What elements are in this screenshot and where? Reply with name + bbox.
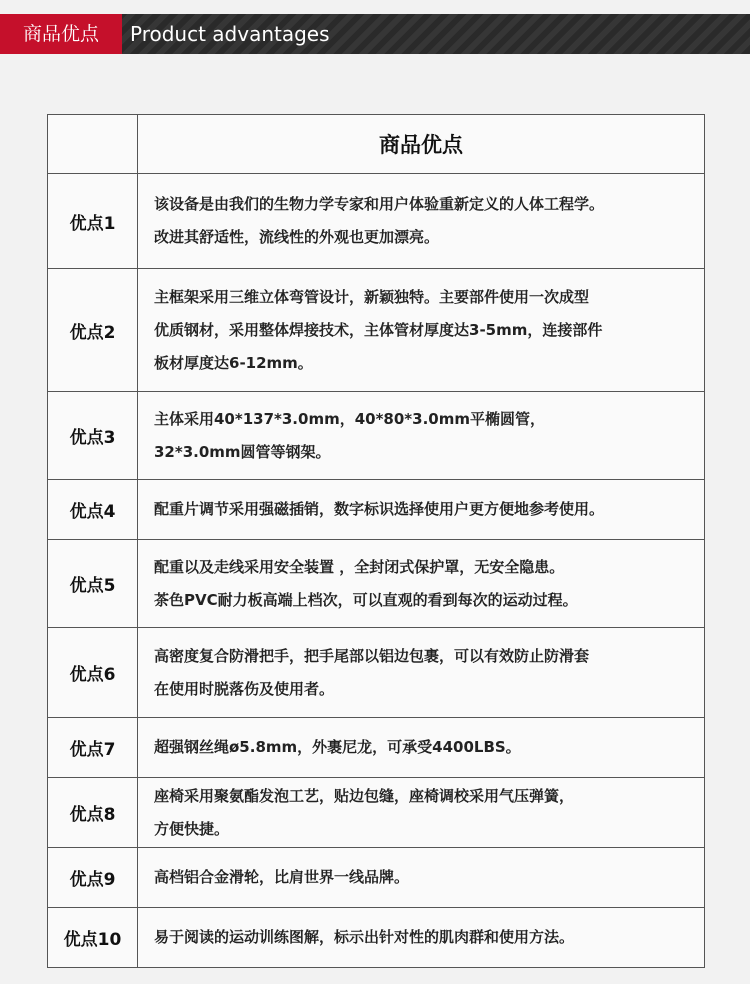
advantage-text <box>138 540 705 628</box>
table-row <box>48 540 705 628</box>
advantage-label: 优点6 <box>48 628 138 718</box>
advantage-text <box>138 480 705 540</box>
advantage-text-line: 改进其舒适性，流线性的外观也更加漂亮。 <box>154 228 440 246</box>
banner-title-en: Product advantages <box>130 22 330 46</box>
advantage-label: 优点1 <box>48 174 138 269</box>
table-title: 商品优点 <box>138 115 705 174</box>
table-row <box>48 718 705 778</box>
advantage-text-line: 32*3.0mm圆管等钢架。 <box>154 442 331 461</box>
table-row <box>48 848 705 908</box>
advantage-text-line: 超强钢丝绳ø5.8mm，外裹尼龙，可承受4400LBS。 <box>154 738 521 756</box>
advantage-label: 优点3 <box>48 392 138 480</box>
table-row <box>48 628 705 718</box>
table-row <box>48 392 705 480</box>
advantage-label: 优点9 <box>48 848 138 908</box>
advantage-label: 优点8 <box>48 778 138 848</box>
section-banner <box>0 14 750 54</box>
advantage-text <box>138 392 705 480</box>
advantage-text-line: 在使用时脱落伤及使用者。 <box>154 679 335 698</box>
table-row <box>48 778 705 848</box>
advantage-text-line: 配重以及走线采用安全装置 ，全封闭式保护罩，无安全隐患。 <box>154 557 565 576</box>
advantage-text <box>138 174 705 269</box>
advantage-text <box>138 269 705 392</box>
header-empty-cell <box>48 115 138 174</box>
advantage-text-line: 该设备是由我们的生物力学专家和用户体验重新定义的人体工程学。 <box>154 195 605 213</box>
banner-title-cn: 商品优点 <box>0 14 122 54</box>
advantage-text-line: 方便快捷。 <box>154 819 230 838</box>
advantage-text-line: 高档铝合金滑轮，比肩世界一线品牌。 <box>154 868 410 886</box>
advantages-table <box>47 114 705 968</box>
advantage-text <box>138 628 705 718</box>
advantage-text-line: 茶色PVC耐力板高端上档次，可以直观的看到每次的运动过程。 <box>154 590 578 609</box>
advantage-label: 优点10 <box>48 908 138 968</box>
advantage-label: 优点5 <box>48 540 138 628</box>
table-row <box>48 908 705 968</box>
advantage-text-line: 板材厚度达6-12mm。 <box>154 353 313 372</box>
advantage-text <box>138 848 705 908</box>
advantage-text <box>138 718 705 778</box>
advantage-text <box>138 908 705 968</box>
advantage-label: 优点2 <box>48 269 138 392</box>
advantage-text-line: 优质钢材，采用整体焊接技术，主体管材厚度达3-5mm，连接部件 <box>154 320 603 339</box>
advantage-label: 优点7 <box>48 718 138 778</box>
table-row <box>48 480 705 540</box>
advantage-text-line: 高密度复合防滑把手，把手尾部以铝边包裹，可以有效防止防滑套 <box>154 646 590 665</box>
advantage-label: 优点4 <box>48 480 138 540</box>
advantage-text-line: 座椅采用聚氨酯发泡工艺，贴边包缝，座椅调校采用气压弹簧， <box>154 786 575 805</box>
advantage-text <box>138 778 705 848</box>
table-row <box>48 174 705 269</box>
advantage-text-line: 易于阅读的运动训练图解，标示出针对性的肌肉群和使用方法。 <box>154 928 575 946</box>
advantage-text-line: 主框架采用三维立体弯管设计，新颖独特。主要部件使用一次成型 <box>154 287 590 306</box>
table-row <box>48 269 705 392</box>
advantage-text-line: 主体采用40*137*3.0mm，40*80*3.0mm平椭圆管， <box>154 409 545 428</box>
advantage-text-line: 配重片调节采用强磁插销，数字标识选择使用户更方便地参考使用。 <box>154 500 605 518</box>
table-header-row <box>48 115 705 174</box>
